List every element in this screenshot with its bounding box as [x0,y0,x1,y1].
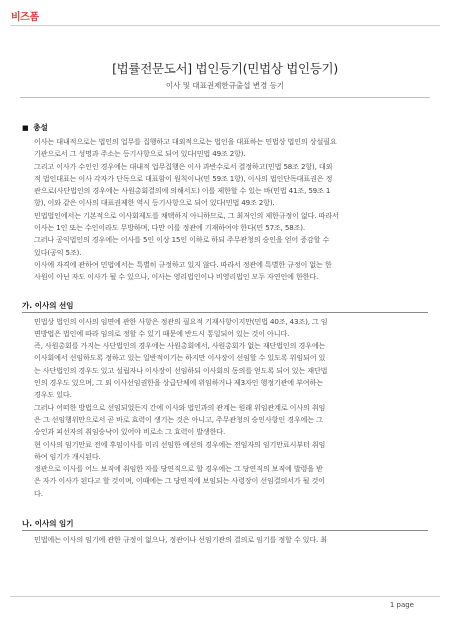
text-line: 민법상 법인의 이사의 임면에 관한 사항은 정관의 필요적 기재사항이지만(민법 40조, 43조), 그 임 [34,316,328,326]
header-divider [10,25,440,26]
text-line: 은 그 선임행위만으로서 곧 바로 효력이 생기는 것은 아니고, 주무관청의 승인사항인 경우에는 그 [34,414,323,424]
text-line: 면방법은 법인에 따라 임의로 정할 수 있기 때문에 반드시 통일되어 있는 것이 아니다. [34,328,290,338]
section-heading-overview [22,122,428,133]
text-line: 이사회에서 선임하도록 정하고 있는 일반적이기는 하지만 이사장이 선임할 수 있도록 위임되어 있 [34,353,326,363]
text-line: 있다(공익 5조). [34,247,82,257]
text-line: 이사는 대내적으로는 법인의 업무를 집행하고 대외적으로는 법인을 대표하는 민법상 법인의 상설필요 [34,137,337,146]
section-heading-term: 나. 이사의 임기 [22,518,428,531]
text-line: 경우도 있다. [34,390,72,400]
term-text [22,534,428,546]
text-line: 하여 임기가 개시된다. [34,451,101,461]
text-line: 관으로(사단법인의 경우에는 사원총회결의에 의해서도) 이를 제한할 수 있는 바(민법 41조, 59조 1 [34,186,331,196]
text-line: 민법에는 이사의 임기에 관한 규정이 없으나, 정관이나 선임기관의 결의로 임기를 정할 수 있다. 최 [34,535,327,545]
text-line: 은 자가 이사가 된다고 할 것이며, 이때에는 그 당연직에 보임되는 사령장이 선임결의서가 될 것이 [34,476,325,486]
bizforms-logo[interactable]: 비즈폼 [11,12,39,23]
text-line: 그리고 이사가 수인인 경우에는 대내적 업무집행은 이사 과반수로서 결정하고(민법 58조 2항), 대외 [34,161,333,171]
document-body [22,122,428,546]
text-line: 그러나 어떠한 방법으로 선임되었든지 간에 이사와 법인과의 관계는 원래 위임관계로 이사의 취임 [34,402,326,412]
text-line: 이사에 자격에 관하여 민법에서는 특별히 규정하고 있지 않다. 따라서 정관에 특별한 규정이 없는 한 [34,259,332,269]
text-line: 정관으로 이사를 어느 보직에 취임한 자를 당연직으로 할 경우에는 그 당연직의 보직에 발령을 받 [34,464,323,474]
text-line: 이사는 1인 또는 수인이라도 무방하며, 다만 이를 정관에 기재하여야 한다(민 57조, 58조). [34,223,305,233]
text-line: 기관으로서 그 성명과 주소는 등기사항으로 되어 있다(민법 49조 2항). [34,149,246,159]
text-line: 현 이사의 임기만료 전에 후임이사를 미리 선임한 예선의 경우에는 전임자의 임기만료시부터 취임 [34,439,326,449]
footer-divider [10,596,440,597]
document-title: [법률전문도서] 법인등기(민법상 법인등기) [112,61,338,76]
text-line: 승인과 피선자의 취임승낙이 있어야 비로소 그 효력이 발생한다. [34,427,226,437]
text-line: 그러나 공익법인의 경우에는 이사를 5인 이상 15인 이하로 하되 주무관청의 승인을 얻어 증감할 수 [34,235,330,245]
page-number: 1 page [389,601,414,609]
text-line: 항), 이와 같은 이사의 대표권제한 역시 등기사항으로 되어 있다(민법 49조 2항). [34,198,275,208]
text-line: 인의 경우도 있으며, 그 외 이사선임권한을 상급단체에 위임하거나 제3자인 행정기관에 부여하는 [34,378,323,388]
text-line: 적 법인대표는 이사 각자가 단독으로 대표함이 원칙이나(민 59조 1항), 이사의 법인단독대표권은 정 [34,173,333,183]
text-line: 즉, 사원총회를 가지는 사단법인의 경우에는 사원총회에서, 사원총회가 없는 재단법인의 경우에는 [34,341,326,351]
text-line: 사원이 아닌 자도 이사가 될 수 있으나, 이사는 영리법인이나 비영리법인 모두 자연인에 한한다. [34,272,319,282]
square-bullet-icon: ■ [22,124,29,132]
election-text [22,316,428,500]
section-heading-election: 가. 이사의 선임 [22,300,428,313]
overview-text [22,136,428,284]
text-line: 는 사단법인의 경우도 있고 설립자나 이사장이 선임하되 이사회의 동의를 얻도록 되어 있는 재단법 [34,365,328,375]
text-line: 민법법인에서는 기본적으로 이사회제도를 채택하지 아니하므로, 그 최저인의 제한규정이 없다. 따라서 [34,210,339,220]
document-subtitle: 이사 및 대표권제한규출섭 변경 등기 [165,81,285,90]
text-line: 다. [34,488,43,498]
title-divider [20,97,430,98]
section-heading-label: 총설 [33,123,48,132]
